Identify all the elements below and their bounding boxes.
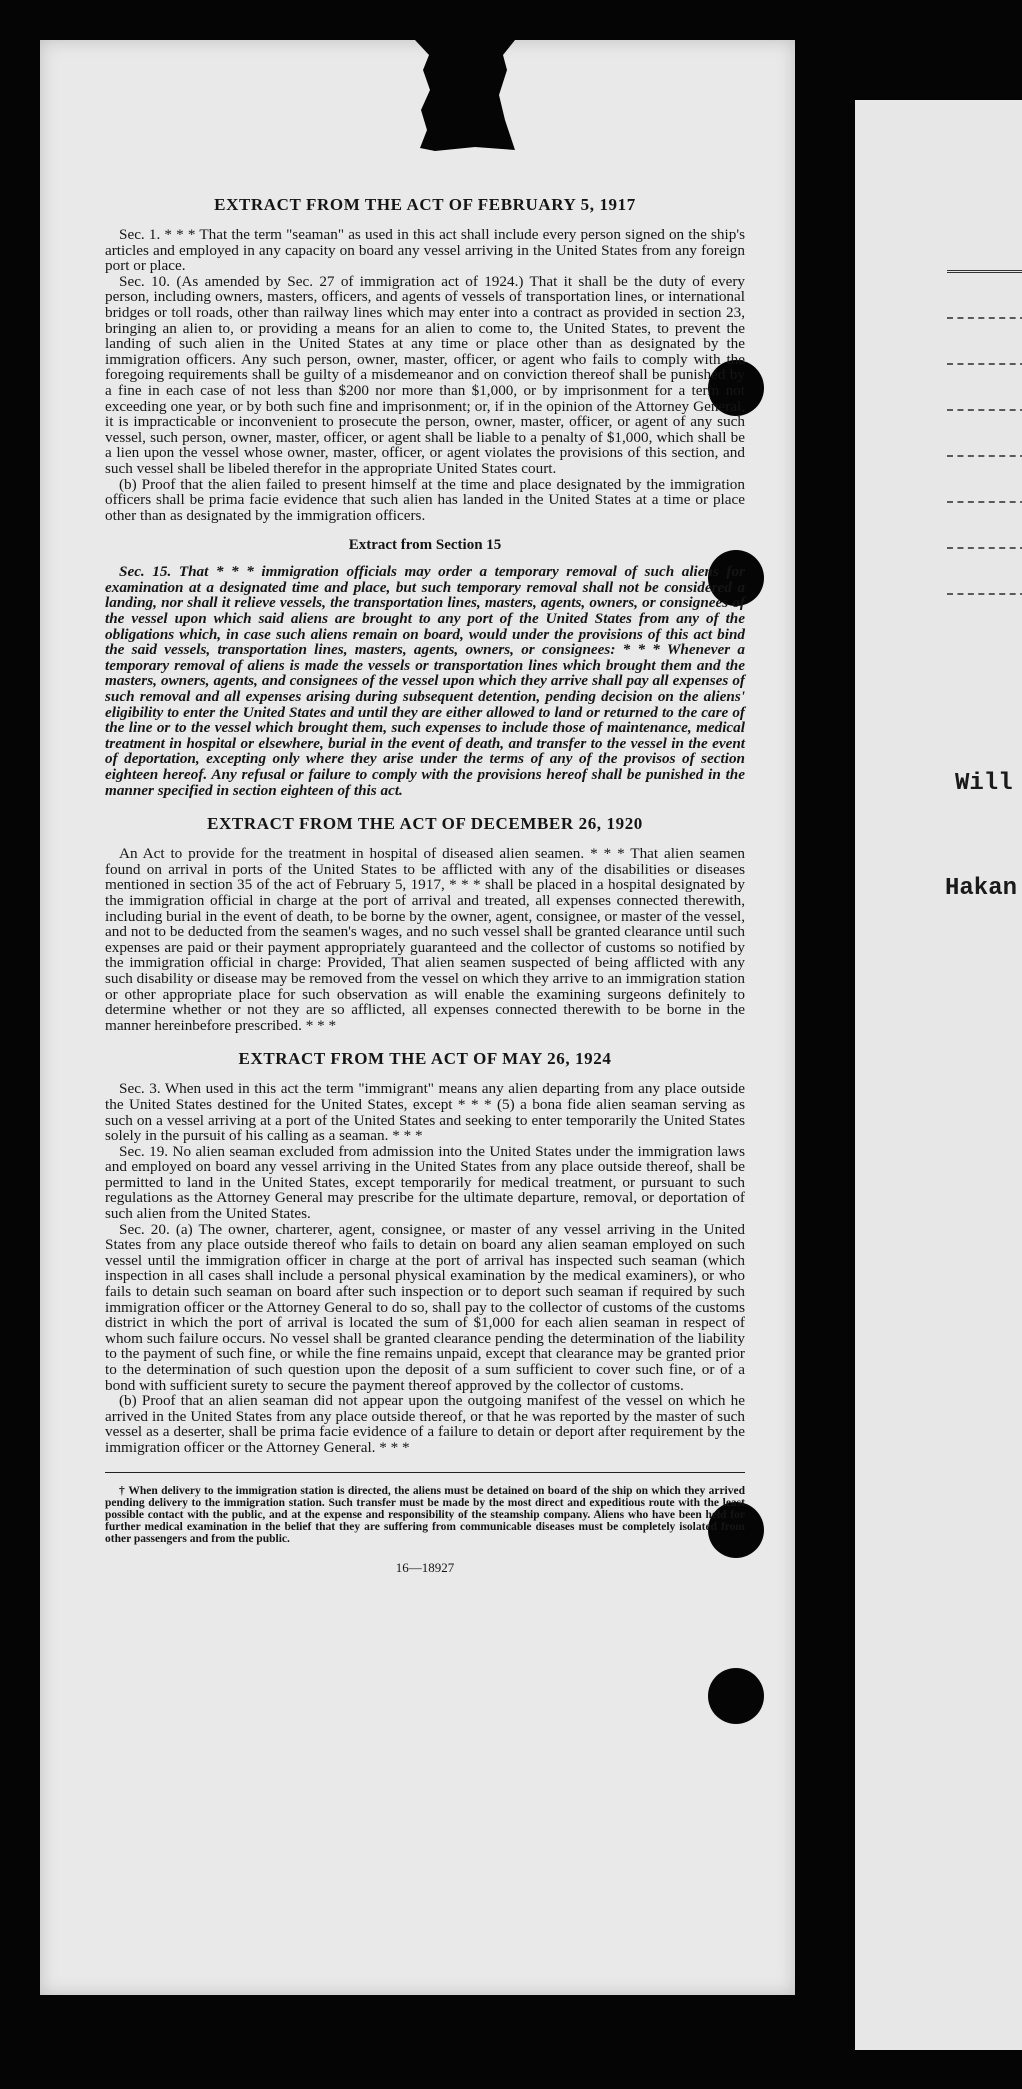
paragraph-sec-10: Sec. 10. (As amended by Sec. 27 of immigration act of 1924.) That it shall be the duty of every person, including owners, masters, officers, and agents of vessels of transportation lines, or international bridges or toll roads, other than railway lines which may enter into a contract as provided in section 23, bringing an alien to, or providing a means for an alien to come to, the United States, to prevent the landing of such alien in the United States at any time or place other than as designated by the immigration officers. Any such person, owner, master, officer, or agent who fails to comply with the foregoing requirements shall be guilty of a misdemeanor and on conviction thereof shall be punished by a fine in each case of not less than $200 nor more than $1,000, or by imprisonment for a term not exceeding one year, or by both such fine and imprisonment; or, if in the opinion of the Attorney General, it is impracticable or inconvenient to prosecute the person, owner, master, officer, or agent of any such vessel, such person, owner, master, officer, or agent shall be liable to a penalty of $1,000, which shall be a lien upon the vessel whose owner, master, officer, or agent violates the provisions of this section, and such vessel shall be libeled therefor in the appropriate United States court. bbox=[105, 272, 745, 477]
footnote-divider bbox=[105, 1472, 745, 1473]
second-page-edge bbox=[855, 100, 1022, 2050]
document-page bbox=[40, 40, 795, 1995]
paragraph-sec-20-a: Sec. 20. (a) The owner, charterer, agent, consignee, or master of any vessel arriving in the United States from any place outside thereof who fails to detain on board any alien seaman employed on such vessel until the immigration officer in charge at the port of arrival has inspected such seaman (which inspection in all cases shall include a personal physical examination by the medical examiners), or who fails to detain such seaman on board after such inspection or to deport such seaman if required by such immigration officer or the Attorney General to do so, shall pay to the collector of customs of the customs district in which the port of arrival is located the sum of $1,000 for each alien seaman in respect of whom such failure occurs. No vessel shall be granted clearance pending the determination of the liability to the payment of such fine, or while the fine remains unpaid, except that clearance may be granted prior to the determination of such question upon the deposit of a sum sufficient to cover such fine, or of a bond with sufficient surety to secure the payment thereof approved by the collector of customs. bbox=[105, 1220, 745, 1394]
document-body bbox=[105, 195, 745, 1576]
paragraph-sec-3: Sec. 3. When used in this act the term "immigrant" means any alien departing from any place outside the United States destined for the United States, except * * * (5) a bona fide alien seaman serving as such on a vessel arriving at a port of the United States and seeking to enter temporarily the United States solely in the pursuit of his calling as a seaman. * * * bbox=[105, 1080, 745, 1145]
heading-act-1917: EXTRACT FROM THE ACT OF FEBRUARY 5, 1917 bbox=[214, 195, 636, 214]
heading-act-1920: EXTRACT FROM THE ACT OF DECEMBER 26, 1920 bbox=[207, 814, 643, 834]
heading-act-1924: EXTRACT FROM THE ACT OF MAY 26, 1924 bbox=[238, 1049, 612, 1069]
torn-edge-mark bbox=[415, 40, 515, 180]
form-number: 16—18927 bbox=[395, 1559, 455, 1575]
paragraph-sec-10-b: (b) Proof that the alien failed to present himself at the time and place designated by the immigration officers shall be prima facie evidence that such alien has landed in the United States at a time or place other than as designated by the immigration officers. bbox=[105, 475, 745, 524]
heading-section-15: Extract from Section 15 bbox=[348, 537, 502, 554]
paragraph-sec-1: Sec. 1. * * * That the term "seaman" as used in this act shall include every person signed on the ship's articles and employed in any capacity on board any vessel arriving in the United States from any foreign port or place. bbox=[105, 226, 745, 275]
paragraph-sec-15: Sec. 15. That * * * immigration officials may order a temporary removal of such aliens for examination at a designated time and place, but such temporary removal shall not be considered a landing, nor shall it relieve vessels, the transportation lines, masters, agents, owners, or consignees of the vessel upon which said aliens are brought to any port of the United States from any of the obligations which, in case such aliens remain on board, would under the provisions of this act bind the said vessels, transportation lines, masters, agents, owners, or consignees: * * * Whenever a temporary removal of aliens is made the vessels or transportation lines which brought them and the masters, owners, agents, and consignees of the vessel upon which they arrive shall pay all expenses of such removal and all expenses arising during subsequent detention, pending decision on the aliens' eligibility to enter the United States and until they are either allowed to land or returned to the care of the line or to the vessel which brought them, such expenses to include those of maintenance, medical treatment in hospital or elsewhere, burial in the event of death, and transfer to the vessel in the event of deportation, excepting only where they arise under the terms of any of the provisos of section eighteen hereof. Any refusal or failure to comply with the provisions hereof shall be punished in the manner specified in section eighteen of this act. bbox=[105, 563, 745, 799]
paragraph-act-1920: An Act to provide for the treatment in hospital of diseased alien seamen. * * * That alien seamen found on arrival in ports of the United States to be afflicted with any of the disabilities or diseases mentioned in section 35 of the act of February 5, 1917, * * * shall be placed in a hospital designated by the immigration official in charge at the port of arrival and treated, all expenses connected therewith, including burial in the event of death, to be borne by the owner, agent, consignee, or master of the vessel, and not to be deducted from the seamen's wages, and no such vessel shall be granted clearance until such expenses are paid or their payment appropriately guaranteed and the collector of customs so notified by the immigration official in charge: Provided, That alien seamen suspected of being afflicted with any such disability or disease may be removed from the vessel on which they arrive to an immigration station or other appropriate place for such observation as will enable the examining surgeons definitely to determine whether or not they are so afflicted, all expenses connected therewith to be borne in the manner hereinbefore prescribed. * * * bbox=[105, 845, 745, 1034]
form-lines bbox=[947, 270, 1022, 639]
handwriting-hakan: Hakan bbox=[945, 875, 1018, 902]
paragraph-sec-19: Sec. 19. No alien seaman excluded from admission into the United States under the immigration laws and employed on board any vessel arriving in the United States from any place outside thereof, shall be permitted to land in the United States, except temporarily for medical treatment, or pursuant to such regulations as the Attorney General may prescribe for the ultimate departure, removal, or deportation of such alien from the United States. bbox=[105, 1142, 745, 1223]
footnote: † When delivery to the immigration station is directed, the aliens must be detained on board of the ship on which they arrived pending delivery to the immigration station. Such transfer must be made by the most direct and expeditious route with the least possible contact with the public, and at the expense and responsibility of the steamship company. Aliens who have been held for further medical examination in the belief that they are suffering from communicable diseases must be completely isolated from other passengers and from the public. bbox=[105, 1484, 745, 1546]
paragraph-sec-20-b: (b) Proof that an alien seaman did not appear upon the outgoing manifest of the vessel on which he arrived in the United States from any place outside thereof, or that he was reported by the master of such vessel as a deserter, shall be prima facie evidence of a failure to detain or deport after requirement by the immigration officer or the Attorney General. * * * bbox=[105, 1392, 745, 1456]
handwriting-will: Will bbox=[955, 770, 1013, 797]
punch-hole-4 bbox=[708, 1668, 764, 1724]
